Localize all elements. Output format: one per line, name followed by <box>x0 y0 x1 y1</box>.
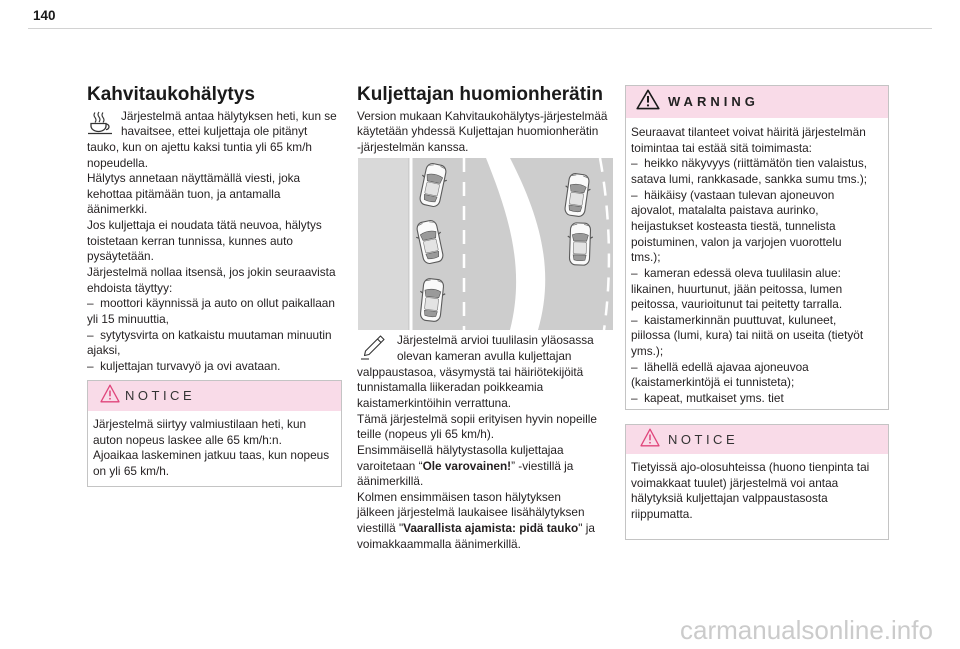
text-segment: varoitetaan “ <box>357 458 423 473</box>
text-line: – kameran edessä oleva tuulilasin alue: <box>631 265 841 280</box>
warning-triangle-graphic <box>640 428 660 447</box>
road-shoulder <box>358 158 408 330</box>
text-segment: viestillä " <box>357 521 404 536</box>
text-line: voimakkaat tuulet) järjestelmä voi antaa <box>631 475 839 490</box>
text-line: äänimerkki. <box>87 202 148 217</box>
text-line: Hälytys annetaan näyttämällä viesti, joka <box>87 171 301 186</box>
text-line: – heikko näkyvyys (riittämätön tien valaistus, <box>631 156 868 171</box>
text-line: – sytytysvirta on katkaistu muutaman minuutin <box>87 327 332 342</box>
pencil-graphic <box>360 334 386 360</box>
text-line: kehottaa pitämään tuon, ja antamalla <box>87 186 281 201</box>
text-line: – kaistamerkinnän puuttuvat, kuluneet, <box>631 312 837 327</box>
text-line: Järjestelmä arvioi tuulilasin yläosassa <box>397 333 594 348</box>
steam-line <box>94 113 96 123</box>
text-line: on yli 65 km/h. <box>93 464 170 479</box>
notice-box-coffee-break <box>87 380 342 487</box>
text-line: ajaksi, <box>87 343 121 358</box>
bold-text: Vaarallista ajamista: pidä tauko <box>403 521 579 536</box>
text-line: riippumatta. <box>631 507 693 522</box>
text-line: peitossa, vaurioitunut tai peitetty tarralla. <box>631 297 843 312</box>
text-line: – moottori käynnissä ja auto on ollut paikallaan <box>87 296 335 311</box>
exclamation-dot <box>649 441 651 443</box>
notice-title: NOTICE <box>125 388 196 403</box>
warning-header <box>626 86 888 118</box>
text-line: ajovalot, matalalta paistava aurinko, <box>631 203 819 218</box>
text-line: likainen, huurtunut, jään peitossa, lumen <box>631 281 843 296</box>
warning-title: WARNING <box>668 94 759 109</box>
text-line: pysäytetään. <box>87 249 154 264</box>
notice-box-driver-attention <box>625 424 889 540</box>
text-line: toimintaa tai estää sitä toimimasta: <box>631 140 812 155</box>
text-line: toistetaan kerran tunnissa, kunnes auto <box>87 233 293 248</box>
text-line: Ajoaikaa laskeminen jatkuu taas, kun nopeus <box>93 448 330 463</box>
notice-header <box>88 381 341 411</box>
text-line: satava lumi, rankkasade, sankka sumu tms.); <box>631 172 868 187</box>
text-line: – kapeat, mutkaiset yms. tiet <box>631 390 784 405</box>
text-line: piilossa (lumi, kura) tai niitä on useita (tietyöt <box>631 328 864 343</box>
text-line: Järjestelmä nollaa itsensä, jos jokin seuraavista <box>87 265 336 280</box>
text-line: auton nopeus laskee alle 65 km/h:n. <box>93 432 282 447</box>
text-line: poistuminen, valon ja varjojen vuorottelu <box>631 234 842 249</box>
text-line: olevan kameran avulla kuljettajan <box>397 349 572 364</box>
text-line: valppaustasoa, väsymystä tai häiriötekijöitä <box>357 364 584 379</box>
header-rule <box>28 28 932 29</box>
text-segment: ” -viestillä ja <box>511 458 574 473</box>
text-line: nopeudella. <box>87 155 149 170</box>
coffee-cup-graphic <box>87 111 113 135</box>
warning-box <box>625 85 889 410</box>
coffee-break-intro <box>121 109 337 140</box>
page-number: 140 <box>33 8 56 23</box>
pencil-icon <box>360 334 386 365</box>
text-line: kaistamerkintöihin verrattuna. <box>357 395 512 410</box>
text-line: (kaistamerkintöjä ei tunnisteta); <box>631 375 795 390</box>
steam-line <box>102 113 104 123</box>
text-line: Järjestelmä antaa hälytyksen heti, kun se <box>121 108 337 123</box>
notice-body <box>631 460 869 523</box>
warning-triangle-icon <box>640 428 660 452</box>
lane-weaving-cars-illustration <box>358 158 613 330</box>
driver-attention-camera-intro <box>397 333 594 364</box>
text-line: tunnistamalla liikeradan poikkeamia <box>357 380 544 395</box>
notice-header <box>626 425 888 454</box>
warning-triangle-icon <box>100 384 120 408</box>
text-line: havaitsee, ettei kuljettaja ole pitänyt <box>121 124 308 139</box>
text-line: voimakkaammalla äänimerkillä. <box>357 536 521 551</box>
warning-body <box>631 125 867 407</box>
text-line: Jos kuljettaja ei noudata tätä neuvoa, hälytys <box>87 218 322 233</box>
text-line: yms.); <box>631 344 664 359</box>
text-line: tauko, kun on ajettu kaksi tuntia yli 65 km/h <box>87 139 312 154</box>
pencil-body <box>365 336 385 356</box>
car-in-lane-2 <box>567 223 593 266</box>
text-line <box>357 521 597 537</box>
text-line: Kolmen ensimmäisen tason hälytyksen <box>357 489 561 504</box>
text-line: tms.); <box>631 250 661 265</box>
text-line: Seuraavat tilanteet voivat häiritä järjestelmän <box>631 125 866 140</box>
notice-body <box>93 417 329 480</box>
text-line: heijastukset kosteasta tiestä, tunnelista <box>631 218 836 233</box>
text-line: hälytyksiä kuljettajan valppaustasosta <box>631 491 828 506</box>
steam-line <box>98 112 100 122</box>
text-line: – häikäisy (vastaan tulevan ajoneuvon <box>631 187 835 202</box>
coffee-break-body <box>87 140 336 375</box>
section-heading-driver-attention: Kuljettajan huomionherätin <box>357 84 603 105</box>
text-segment: " ja <box>578 521 595 536</box>
text-line: Tietyissä ajo-olosuhteissa (huono tienpinta tai <box>631 460 870 475</box>
text-line: Järjestelmä siirtyy valmiustilaan heti, kun <box>93 417 307 432</box>
text-line: äänimerkillä. <box>357 474 424 489</box>
text-line: – lähellä edellä ajavaa ajoneuvoa <box>631 359 809 374</box>
text-line: Ensimmäisellä hälytystasolla kuljettajaa <box>357 442 564 457</box>
warning-triangle-graphic <box>636 89 660 110</box>
text-line: ehdoista täyttyy: <box>87 280 173 295</box>
bold-text: Ole varovainen! <box>422 458 512 473</box>
section-heading-coffee-break: Kahvitaukohälytys <box>87 84 255 105</box>
text-line: – kuljettajan turvavyö ja ovi avataan. <box>87 358 281 373</box>
watermark: carmanualsonline.info <box>680 615 933 645</box>
exclamation-dot <box>109 398 111 400</box>
text-line: jälkeen järjestelmä laukaisee lisähälytyksen <box>357 505 585 520</box>
text-line: Tämä järjestelmä sopii erityisen hyvin nopeille <box>357 411 597 426</box>
text-line <box>357 459 597 475</box>
pencil-band <box>378 339 382 343</box>
exclamation-dot <box>647 104 649 106</box>
cup-body <box>91 124 106 132</box>
text-line: teille (nopeus yli 65 km/h). <box>357 427 495 442</box>
notice-title: NOTICE <box>668 431 739 447</box>
warning-triangle-icon <box>636 89 660 115</box>
text-line: Version mukaan Kahvitaukohälytys-järjestelmää <box>357 108 608 123</box>
warning-triangle-graphic <box>100 384 120 403</box>
coffee-cup-icon <box>87 111 113 140</box>
driver-attention-body <box>357 365 597 553</box>
driver-attention-intro <box>357 109 607 156</box>
text-line: käytetään yhdessä Kuljettajan huomionherätin <box>357 124 599 139</box>
text-line: -järjestelmän kanssa. <box>357 139 469 154</box>
text-line: yli 15 minuuttia, <box>87 311 169 326</box>
